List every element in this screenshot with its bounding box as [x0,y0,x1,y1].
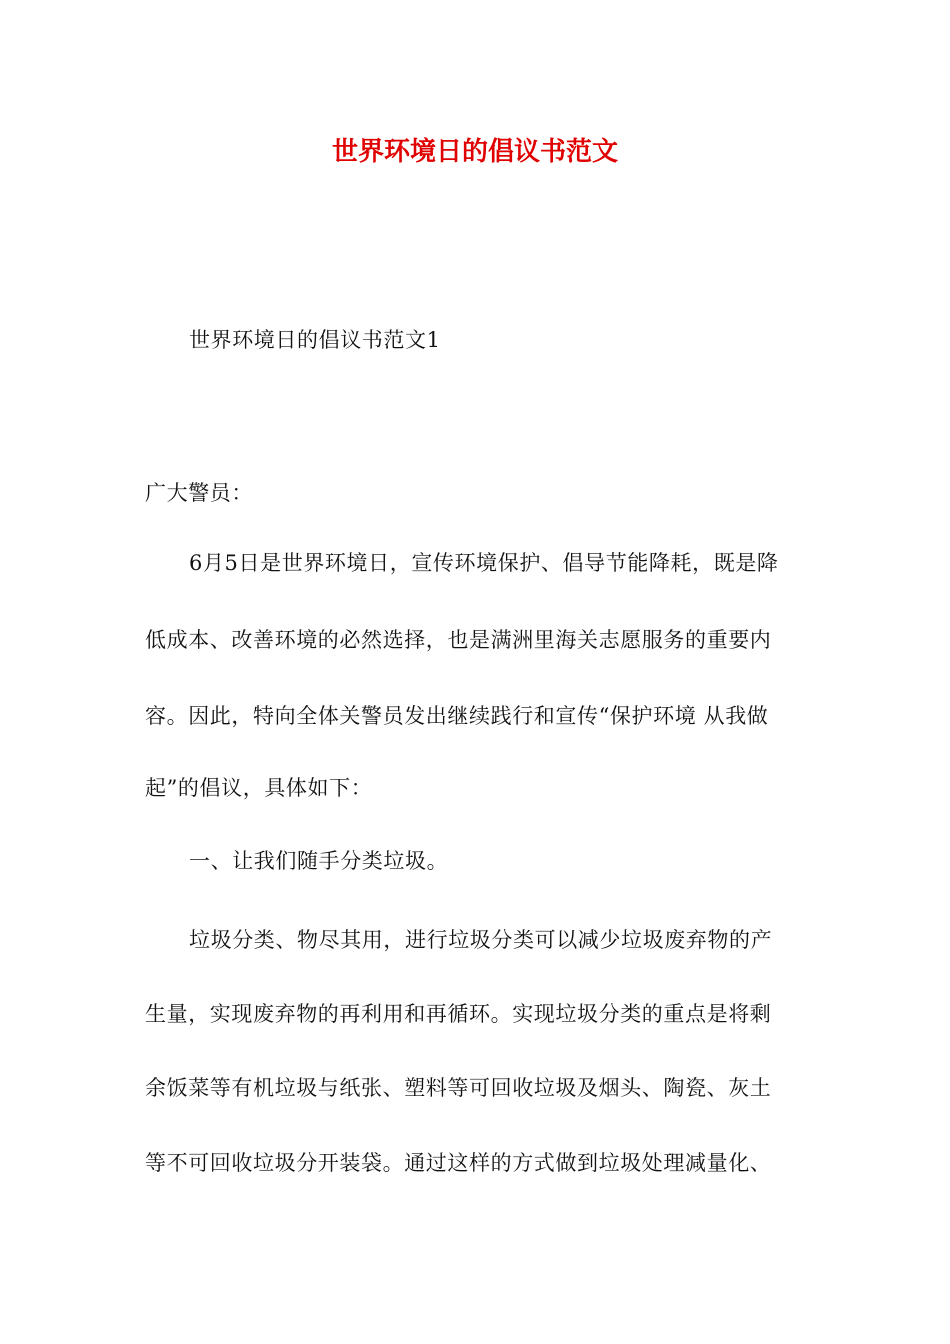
paragraph-line: 6月5日是世界环境日，宣传环境保护、倡导节能降耗，既是降 [189,551,779,575]
paragraph-line: 容。因此，特向全体关警员发出继续践行和宣传“保护环境 从我做 [145,704,769,728]
section-heading: 世界环境日的倡议书范文1 [189,328,441,352]
paragraph-line: 余饭菜等有机垃圾与纸张、塑料等可回收垃圾及烟头、陶瓷、灰土 [145,1076,772,1100]
paragraph-line: 垃圾分类、物尽其用，进行垃圾分类可以减少垃圾废弃物的产 [189,928,773,952]
document-title: 世界环境日的倡议书范文 [331,137,618,167]
list-item-heading: 一、让我们随手分类垃圾。 [189,849,449,873]
paragraph-line: 起”的倡议，具体如下： [145,776,373,800]
paragraph-line: 等不可回收垃圾分开装袋。通过这样的方式做到垃圾处理减量化、 [145,1151,772,1175]
paragraph-line: 低成本、改善环境的必然选择，也是满洲里海关志愿服务的重要内 [145,628,772,652]
paragraph-line: 生量，实现废弃物的再利用和再循环。实现垃圾分类的重点是将剩 [145,1002,772,1026]
salutation: 广大警员： [145,481,253,505]
